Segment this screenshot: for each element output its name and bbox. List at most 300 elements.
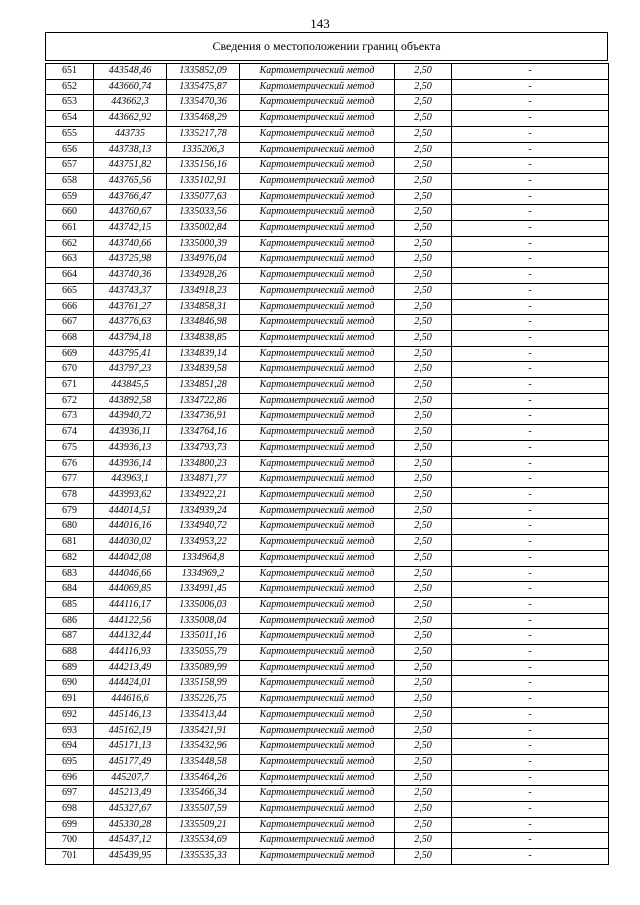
accuracy-cell: 2,50: [395, 236, 452, 252]
x-coordinate-cell: 444116,17: [94, 597, 167, 613]
accuracy-cell: 2,50: [395, 566, 452, 582]
description-cell: -: [452, 393, 609, 409]
table-row: [46, 723, 609, 739]
point-number-cell: 659: [46, 189, 94, 205]
method-cell: Картометрический метод: [240, 126, 395, 142]
x-coordinate-cell: 443765,56: [94, 173, 167, 189]
point-number-cell: 662: [46, 236, 94, 252]
x-coordinate-cell: 443963,1: [94, 472, 167, 488]
accuracy-cell: 2,50: [395, 299, 452, 315]
y-coordinate-cell: 1335089,99: [167, 660, 240, 676]
x-coordinate-cell: 443662,3: [94, 95, 167, 111]
table-row: [46, 158, 609, 174]
x-coordinate-cell: 444016,16: [94, 519, 167, 535]
table-row: [46, 550, 609, 566]
table-row: [46, 315, 609, 331]
table-row: [46, 283, 609, 299]
description-cell: -: [452, 535, 609, 551]
accuracy-cell: 2,50: [395, 487, 452, 503]
x-coordinate-cell: 443794,18: [94, 330, 167, 346]
method-cell: Картометрический метод: [240, 142, 395, 158]
y-coordinate-cell: 1334736,91: [167, 409, 240, 425]
x-coordinate-cell: 443766,47: [94, 189, 167, 205]
x-coordinate-cell: 443993,62: [94, 487, 167, 503]
y-coordinate-cell: 1335432,96: [167, 739, 240, 755]
x-coordinate-cell: 443742,15: [94, 221, 167, 237]
y-coordinate-cell: 1335535,33: [167, 849, 240, 865]
y-coordinate-cell: 1335534,69: [167, 833, 240, 849]
description-cell: -: [452, 440, 609, 456]
table-row: [46, 378, 609, 394]
table-title: Сведения о местоположении границ объекта: [45, 32, 608, 61]
accuracy-cell: 2,50: [395, 692, 452, 708]
y-coordinate-cell: 1334953,22: [167, 535, 240, 551]
method-cell: Картометрический метод: [240, 770, 395, 786]
method-cell: Картометрический метод: [240, 487, 395, 503]
description-cell: -: [452, 173, 609, 189]
accuracy-cell: 2,50: [395, 739, 452, 755]
y-coordinate-cell: 1335002,84: [167, 221, 240, 237]
y-coordinate-cell: 1335466,34: [167, 786, 240, 802]
description-cell: -: [452, 158, 609, 174]
x-coordinate-cell: 444122,56: [94, 613, 167, 629]
method-cell: Картометрический метод: [240, 299, 395, 315]
description-cell: -: [452, 817, 609, 833]
description-cell: -: [452, 111, 609, 127]
table-row: [46, 786, 609, 802]
description-cell: -: [452, 95, 609, 111]
method-cell: Картометрический метод: [240, 425, 395, 441]
point-number-cell: 679: [46, 503, 94, 519]
description-cell: -: [452, 205, 609, 221]
description-cell: -: [452, 707, 609, 723]
accuracy-cell: 2,50: [395, 770, 452, 786]
point-number-cell: 667: [46, 315, 94, 331]
x-coordinate-cell: 445171,13: [94, 739, 167, 755]
method-cell: Картометрический метод: [240, 739, 395, 755]
x-coordinate-cell: 443738,13: [94, 142, 167, 158]
accuracy-cell: 2,50: [395, 802, 452, 818]
description-cell: -: [452, 299, 609, 315]
y-coordinate-cell: 1334858,31: [167, 299, 240, 315]
method-cell: Картометрический метод: [240, 189, 395, 205]
table-body: [46, 64, 609, 865]
accuracy-cell: 2,50: [395, 126, 452, 142]
description-cell: -: [452, 613, 609, 629]
y-coordinate-cell: 1334846,98: [167, 315, 240, 331]
point-number-cell: 653: [46, 95, 94, 111]
x-coordinate-cell: 444132,44: [94, 629, 167, 645]
y-coordinate-cell: 1334722,86: [167, 393, 240, 409]
y-coordinate-cell: 1335206,3: [167, 142, 240, 158]
description-cell: -: [452, 566, 609, 582]
accuracy-cell: 2,50: [395, 849, 452, 865]
point-number-cell: 699: [46, 817, 94, 833]
x-coordinate-cell: 445177,49: [94, 754, 167, 770]
point-number-cell: 664: [46, 268, 94, 284]
table-row: [46, 833, 609, 849]
x-coordinate-cell: 445327,67: [94, 802, 167, 818]
method-cell: Картометрический метод: [240, 754, 395, 770]
accuracy-cell: 2,50: [395, 472, 452, 488]
accuracy-cell: 2,50: [395, 582, 452, 598]
method-cell: Картометрический метод: [240, 315, 395, 331]
description-cell: -: [452, 268, 609, 284]
point-number-cell: 694: [46, 739, 94, 755]
x-coordinate-cell: 445437,12: [94, 833, 167, 849]
method-cell: Картометрический метод: [240, 550, 395, 566]
y-coordinate-cell: 1335011,16: [167, 629, 240, 645]
table-row: [46, 472, 609, 488]
table-row: [46, 535, 609, 551]
description-cell: -: [452, 754, 609, 770]
description-cell: -: [452, 283, 609, 299]
method-cell: Картометрический метод: [240, 802, 395, 818]
table-row: [46, 362, 609, 378]
table-row: [46, 252, 609, 268]
x-coordinate-cell: 443761,27: [94, 299, 167, 315]
point-number-cell: 680: [46, 519, 94, 535]
table-row: [46, 393, 609, 409]
y-coordinate-cell: 1335507,59: [167, 802, 240, 818]
description-cell: -: [452, 802, 609, 818]
table-row: [46, 660, 609, 676]
accuracy-cell: 2,50: [395, 786, 452, 802]
description-cell: -: [452, 833, 609, 849]
accuracy-cell: 2,50: [395, 221, 452, 237]
y-coordinate-cell: 1335852,09: [167, 64, 240, 80]
point-number-cell: 691: [46, 692, 94, 708]
x-coordinate-cell: 445162,19: [94, 723, 167, 739]
y-coordinate-cell: 1334800,23: [167, 456, 240, 472]
description-cell: -: [452, 723, 609, 739]
accuracy-cell: 2,50: [395, 205, 452, 221]
accuracy-cell: 2,50: [395, 330, 452, 346]
table-row: [46, 802, 609, 818]
point-number-cell: 671: [46, 378, 94, 394]
accuracy-cell: 2,50: [395, 629, 452, 645]
y-coordinate-cell: 1334969,2: [167, 566, 240, 582]
point-number-cell: 698: [46, 802, 94, 818]
table-row: [46, 456, 609, 472]
accuracy-cell: 2,50: [395, 173, 452, 189]
x-coordinate-cell: 444116,93: [94, 645, 167, 661]
y-coordinate-cell: 1335102,91: [167, 173, 240, 189]
y-coordinate-cell: 1335468,29: [167, 111, 240, 127]
y-coordinate-cell: 1335217,78: [167, 126, 240, 142]
table-row: [46, 236, 609, 252]
description-cell: -: [452, 582, 609, 598]
description-cell: -: [452, 503, 609, 519]
x-coordinate-cell: 443743,37: [94, 283, 167, 299]
y-coordinate-cell: 1334964,8: [167, 550, 240, 566]
method-cell: Картометрический метод: [240, 456, 395, 472]
x-coordinate-cell: 443751,82: [94, 158, 167, 174]
y-coordinate-cell: 1335470,36: [167, 95, 240, 111]
y-coordinate-cell: 1335000,39: [167, 236, 240, 252]
y-coordinate-cell: 1334839,58: [167, 362, 240, 378]
method-cell: Картометрический метод: [240, 440, 395, 456]
y-coordinate-cell: 1335156,16: [167, 158, 240, 174]
point-number-cell: 696: [46, 770, 94, 786]
y-coordinate-cell: 1334991,45: [167, 582, 240, 598]
point-number-cell: 701: [46, 849, 94, 865]
table-row: [46, 268, 609, 284]
description-cell: -: [452, 550, 609, 566]
description-cell: -: [452, 786, 609, 802]
x-coordinate-cell: 443725,98: [94, 252, 167, 268]
point-number-cell: 670: [46, 362, 94, 378]
accuracy-cell: 2,50: [395, 519, 452, 535]
method-cell: Картометрический метод: [240, 817, 395, 833]
point-number-cell: 693: [46, 723, 94, 739]
method-cell: Картометрический метод: [240, 111, 395, 127]
point-number-cell: 700: [46, 833, 94, 849]
y-coordinate-cell: 1335008,04: [167, 613, 240, 629]
table-row: [46, 205, 609, 221]
method-cell: Картометрический метод: [240, 205, 395, 221]
table-row: [46, 739, 609, 755]
x-coordinate-cell: 443845,5: [94, 378, 167, 394]
table-row: [46, 330, 609, 346]
accuracy-cell: 2,50: [395, 645, 452, 661]
table-row: [46, 173, 609, 189]
table-row: [46, 425, 609, 441]
method-cell: Картометрический метод: [240, 582, 395, 598]
method-cell: Картометрический метод: [240, 173, 395, 189]
accuracy-cell: 2,50: [395, 440, 452, 456]
x-coordinate-cell: 443660,74: [94, 79, 167, 95]
description-cell: -: [452, 142, 609, 158]
y-coordinate-cell: 1335413,44: [167, 707, 240, 723]
description-cell: -: [452, 739, 609, 755]
table-row: [46, 754, 609, 770]
table-row: [46, 95, 609, 111]
table-row: [46, 126, 609, 142]
accuracy-cell: 2,50: [395, 315, 452, 331]
page-number: 143: [310, 16, 330, 31]
accuracy-cell: 2,50: [395, 409, 452, 425]
table-row: [46, 503, 609, 519]
table-row: [46, 189, 609, 205]
method-cell: Картометрический метод: [240, 158, 395, 174]
accuracy-cell: 2,50: [395, 676, 452, 692]
point-number-cell: 686: [46, 613, 94, 629]
accuracy-cell: 2,50: [395, 425, 452, 441]
method-cell: Картометрический метод: [240, 519, 395, 535]
description-cell: -: [452, 252, 609, 268]
description-cell: -: [452, 676, 609, 692]
method-cell: Картометрический метод: [240, 362, 395, 378]
x-coordinate-cell: 443776,63: [94, 315, 167, 331]
x-coordinate-cell: 443892,58: [94, 393, 167, 409]
accuracy-cell: 2,50: [395, 597, 452, 613]
y-coordinate-cell: 1334793,73: [167, 440, 240, 456]
point-number-cell: 651: [46, 64, 94, 80]
table-row: [46, 676, 609, 692]
x-coordinate-cell: 444014,51: [94, 503, 167, 519]
description-cell: -: [452, 378, 609, 394]
point-number-cell: 684: [46, 582, 94, 598]
method-cell: Картометрический метод: [240, 472, 395, 488]
point-number-cell: 654: [46, 111, 94, 127]
x-coordinate-cell: 443740,66: [94, 236, 167, 252]
table-row: [46, 346, 609, 362]
table-row: [46, 849, 609, 865]
y-coordinate-cell: 1335448,58: [167, 754, 240, 770]
point-number-cell: 660: [46, 205, 94, 221]
method-cell: Картометрический метод: [240, 393, 395, 409]
point-number-cell: 669: [46, 346, 94, 362]
x-coordinate-cell: 443760,67: [94, 205, 167, 221]
accuracy-cell: 2,50: [395, 95, 452, 111]
accuracy-cell: 2,50: [395, 252, 452, 268]
point-number-cell: 661: [46, 221, 94, 237]
table-row: [46, 64, 609, 80]
table-row: [46, 409, 609, 425]
method-cell: Картометрический метод: [240, 330, 395, 346]
point-number-cell: 676: [46, 456, 94, 472]
x-coordinate-cell: 443548,46: [94, 64, 167, 80]
y-coordinate-cell: 1334928,26: [167, 268, 240, 284]
y-coordinate-cell: 1335226,75: [167, 692, 240, 708]
point-number-cell: 666: [46, 299, 94, 315]
description-cell: -: [452, 315, 609, 331]
method-cell: Картометрический метод: [240, 566, 395, 582]
description-cell: -: [452, 189, 609, 205]
y-coordinate-cell: 1335077,63: [167, 189, 240, 205]
x-coordinate-cell: 444213,49: [94, 660, 167, 676]
point-number-cell: 678: [46, 487, 94, 503]
accuracy-cell: 2,50: [395, 754, 452, 770]
method-cell: Картометрический метод: [240, 786, 395, 802]
table-row: [46, 817, 609, 833]
point-number-cell: 688: [46, 645, 94, 661]
point-number-cell: 658: [46, 173, 94, 189]
x-coordinate-cell: 443735: [94, 126, 167, 142]
method-cell: Картометрический метод: [240, 79, 395, 95]
table-row: [46, 142, 609, 158]
table-row: [46, 629, 609, 645]
description-cell: -: [452, 126, 609, 142]
x-coordinate-cell: 445146,13: [94, 707, 167, 723]
point-number-cell: 668: [46, 330, 94, 346]
y-coordinate-cell: 1334922,21: [167, 487, 240, 503]
x-coordinate-cell: 443940,72: [94, 409, 167, 425]
accuracy-cell: 2,50: [395, 393, 452, 409]
table-row: [46, 707, 609, 723]
x-coordinate-cell: 443936,11: [94, 425, 167, 441]
y-coordinate-cell: 1334976,04: [167, 252, 240, 268]
point-number-cell: 663: [46, 252, 94, 268]
method-cell: Картометрический метод: [240, 283, 395, 299]
accuracy-cell: 2,50: [395, 79, 452, 95]
method-cell: Картометрический метод: [240, 221, 395, 237]
x-coordinate-cell: 445439,95: [94, 849, 167, 865]
y-coordinate-cell: 1334939,24: [167, 503, 240, 519]
point-number-cell: 665: [46, 283, 94, 299]
method-cell: Картометрический метод: [240, 613, 395, 629]
x-coordinate-cell: 444046,66: [94, 566, 167, 582]
x-coordinate-cell: 444069,85: [94, 582, 167, 598]
description-cell: -: [452, 849, 609, 865]
point-number-cell: 675: [46, 440, 94, 456]
table-row: [46, 566, 609, 582]
accuracy-cell: 2,50: [395, 346, 452, 362]
description-cell: -: [452, 770, 609, 786]
method-cell: Картометрический метод: [240, 629, 395, 645]
point-number-cell: 681: [46, 535, 94, 551]
point-number-cell: 683: [46, 566, 94, 582]
x-coordinate-cell: 444042,08: [94, 550, 167, 566]
method-cell: Картометрический метод: [240, 236, 395, 252]
description-cell: -: [452, 645, 609, 661]
point-number-cell: 689: [46, 660, 94, 676]
method-cell: Картометрический метод: [240, 723, 395, 739]
y-coordinate-cell: 1334871,77: [167, 472, 240, 488]
point-number-cell: 672: [46, 393, 94, 409]
table-row: [46, 770, 609, 786]
accuracy-cell: 2,50: [395, 723, 452, 739]
y-coordinate-cell: 1335421,91: [167, 723, 240, 739]
table-row: [46, 692, 609, 708]
accuracy-cell: 2,50: [395, 378, 452, 394]
point-number-cell: 682: [46, 550, 94, 566]
table-row: [46, 111, 609, 127]
point-number-cell: 692: [46, 707, 94, 723]
description-cell: -: [452, 330, 609, 346]
y-coordinate-cell: 1334838,85: [167, 330, 240, 346]
x-coordinate-cell: 443797,23: [94, 362, 167, 378]
accuracy-cell: 2,50: [395, 833, 452, 849]
y-coordinate-cell: 1334851,28: [167, 378, 240, 394]
accuracy-cell: 2,50: [395, 268, 452, 284]
table-row: [46, 519, 609, 535]
table-row: [46, 645, 609, 661]
point-number-cell: 687: [46, 629, 94, 645]
method-cell: Картометрический метод: [240, 503, 395, 519]
accuracy-cell: 2,50: [395, 503, 452, 519]
point-number-cell: 652: [46, 79, 94, 95]
method-cell: Картометрический метод: [240, 409, 395, 425]
accuracy-cell: 2,50: [395, 142, 452, 158]
table-row: [46, 582, 609, 598]
description-cell: -: [452, 221, 609, 237]
y-coordinate-cell: 1334839,14: [167, 346, 240, 362]
description-cell: -: [452, 519, 609, 535]
accuracy-cell: 2,50: [395, 550, 452, 566]
accuracy-cell: 2,50: [395, 64, 452, 80]
description-cell: -: [452, 79, 609, 95]
y-coordinate-cell: 1334918,23: [167, 283, 240, 299]
description-cell: -: [452, 660, 609, 676]
y-coordinate-cell: 1335475,87: [167, 79, 240, 95]
table-row: [46, 597, 609, 613]
x-coordinate-cell: 444424,01: [94, 676, 167, 692]
point-number-cell: 673: [46, 409, 94, 425]
description-cell: -: [452, 487, 609, 503]
point-number-cell: 695: [46, 754, 94, 770]
point-number-cell: 690: [46, 676, 94, 692]
x-coordinate-cell: 444616,6: [94, 692, 167, 708]
accuracy-cell: 2,50: [395, 456, 452, 472]
point-number-cell: 677: [46, 472, 94, 488]
method-cell: Картометрический метод: [240, 645, 395, 661]
accuracy-cell: 2,50: [395, 707, 452, 723]
point-number-cell: 674: [46, 425, 94, 441]
x-coordinate-cell: 445330,28: [94, 817, 167, 833]
table-row: [46, 440, 609, 456]
